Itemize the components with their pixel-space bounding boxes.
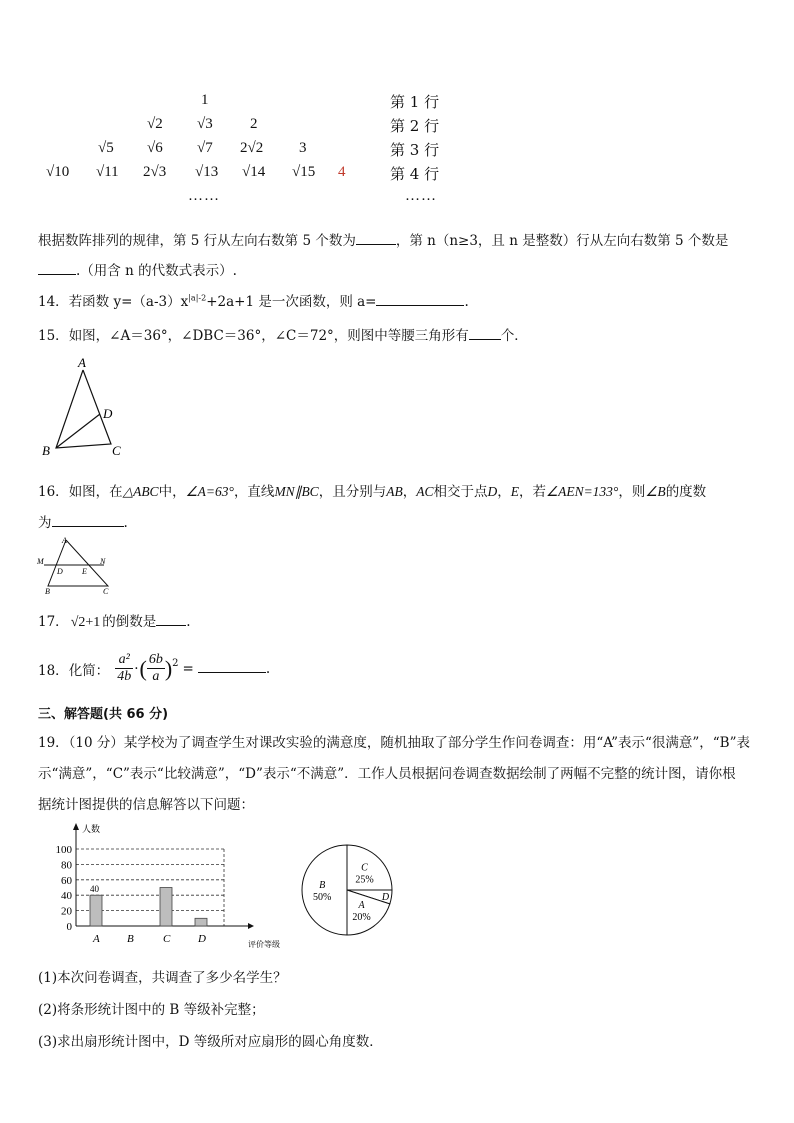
q18: [38, 652, 270, 685]
q16-math: AC: [416, 484, 434, 499]
bar-chart-ytick-label: 100: [55, 844, 72, 856]
q18-fraction-2: [147, 652, 165, 685]
bar-chart-xtick-label: A: [93, 933, 100, 945]
q19-line2: 示“满意”，“C”表示“比较满意”，“D”表示“不满意”．工作人员根据问卷调查数据绘制了两幅不完整的统计图，请你根: [38, 766, 736, 782]
matrix-cell: 3: [299, 140, 307, 156]
matrix-cell: √10: [46, 164, 70, 180]
matrix-cell: 2√2: [240, 140, 264, 156]
q18-frac1-num: a²: [115, 652, 133, 669]
q17: [38, 610, 191, 631]
q14-blank[interactable]: [376, 291, 464, 306]
q16-number: 16．: [38, 484, 69, 500]
q15-segment-bd: [56, 414, 100, 448]
q14-end: .: [464, 294, 469, 310]
pie-chart-label: C: [361, 862, 368, 874]
q16-blank[interactable]: [52, 512, 124, 527]
q19-sub3-text: (3)求出扇形统计图中，D 等级所对应扇形的圆心角度数．: [38, 1034, 383, 1050]
q19-sub3: [38, 1030, 383, 1050]
bar-chart-data-label: 40: [90, 884, 99, 895]
q16-figure: [36, 534, 116, 596]
q16-text: 的度数: [665, 484, 707, 500]
matrix-cell: √5: [98, 140, 114, 156]
q15: [38, 324, 528, 344]
q13-text-b: ，第 n（n≥3，且 n 是整数）行从左向右数第 5 个数是: [395, 233, 729, 249]
q15-text: 如图，∠A＝36°，∠DBC＝36°，∠C＝72°，则图中等腰三角形有: [68, 328, 469, 344]
q13-line1: [38, 229, 728, 249]
q19-sub1-text: (1)本次问卷调查，共调查了多少名学生？: [38, 970, 287, 986]
q17-expression: √2+1: [70, 615, 101, 630]
matrix-cell: √3: [197, 116, 213, 132]
q16-line1: [38, 480, 706, 500]
q13-blank-1[interactable]: [356, 230, 396, 245]
q15-label-d: D: [103, 406, 113, 421]
matrix-cell: 2√3: [143, 164, 167, 180]
q15-label-b: B: [42, 443, 50, 458]
q19-line1: 19．（10 分）某学校为了调查学生对课改实验的满意度，随机抽取了部分学生作问卷调查：用“A”表示“很满意”，“B”表: [38, 735, 750, 751]
q16-label-a: A: [62, 536, 67, 545]
q14: [38, 290, 469, 310]
q16-text: ，: [497, 484, 511, 500]
q19-line3: 据统计图提供的信息解答以下问题：: [38, 797, 254, 813]
bar-chart-ytick-label: 80: [61, 859, 72, 872]
q16-math: △ABC: [122, 484, 159, 499]
q13-text: 根据数阵排列的规律，第 5 行从左向右数第 5 个数为: [38, 233, 356, 249]
q16-math: ∠B: [645, 484, 666, 499]
q15-triangle-figure: [36, 352, 136, 462]
q19-sub1: [38, 966, 287, 986]
q14-text-a: 若函数 y=（a-3）x: [68, 294, 189, 310]
bar-chart-bar: [90, 895, 102, 926]
matrix-cell: √2: [147, 116, 163, 132]
bar-chart: [40, 818, 290, 953]
matrix-dots-left: ……: [188, 188, 220, 204]
pie-chart-percent: 25%: [355, 874, 374, 886]
row-label: 第 2 行: [390, 117, 440, 135]
q18-fraction-1: [115, 652, 133, 685]
q17-number: 17．: [38, 614, 69, 630]
q15-number: 15．: [38, 328, 69, 344]
q15-label-a: A: [78, 355, 86, 370]
q16-text: 中，: [158, 484, 186, 500]
q16-text: ，直线: [233, 484, 275, 500]
q18-end: .: [265, 660, 271, 677]
section-3-heading: 三、解答题(共 66 分): [38, 707, 169, 722]
q18-frac1-den: 4b: [117, 669, 132, 684]
bar-chart-ylabel: 人数: [82, 824, 101, 834]
q13-line2: [38, 259, 237, 279]
q14-exponent: |a|-2: [188, 293, 207, 303]
bar-chart-ytick-label: 20: [61, 905, 72, 918]
q14-text-b: +2a+1 是一次函数，则 a=: [206, 294, 377, 310]
row-label: 第 3 行: [390, 141, 440, 159]
q16-label-d: D: [57, 567, 63, 576]
q18-blank[interactable]: [198, 658, 266, 673]
q14-number: 14．: [38, 294, 69, 310]
q16-label-n: N: [100, 557, 106, 566]
matrix-dots-right: ……: [405, 188, 437, 204]
matrix-cell: √7: [197, 140, 213, 156]
bar-chart-ytick-label: 60: [61, 874, 72, 887]
q16-math: D: [487, 484, 498, 499]
q16-text: ，若: [518, 484, 546, 500]
pie-chart-label: A: [358, 900, 365, 911]
q16-math: ∠AEN=133°: [545, 484, 619, 499]
matrix-cell: √6: [147, 140, 163, 156]
q18-dot: ·: [134, 660, 139, 677]
q18-frac2-num: 6b: [148, 652, 163, 667]
pie-chart-slices: [302, 845, 392, 935]
matrix-cell: √11: [96, 164, 119, 180]
q18-number: 18．: [38, 662, 69, 679]
q18-frac2-den: a: [152, 669, 160, 684]
bar-chart-bar: [195, 918, 207, 926]
pie-chart: [300, 840, 400, 944]
q16-triangle: [48, 540, 108, 586]
bar-chart-bar: [160, 888, 172, 927]
row-label: 第 1 行: [390, 93, 440, 111]
matrix-cell: √15: [292, 164, 316, 180]
q18-text: 化简：: [68, 662, 110, 679]
pie-chart-percent: 50%: [313, 892, 332, 903]
q13-blank-2[interactable]: [38, 260, 76, 275]
bar-chart-xtick-label: C: [163, 933, 171, 945]
q19-sub2: [38, 998, 265, 1018]
pie-chart-percent: 20%: [352, 912, 371, 923]
bar-chart-ytick-label: 40: [61, 890, 72, 903]
q16-label-m: M: [37, 557, 44, 566]
bar-chart-bars: [90, 884, 207, 926]
matrix-cell: 1: [201, 92, 209, 108]
pie-chart-label: B: [319, 880, 326, 891]
q18-equals: =: [182, 660, 194, 677]
q16-text: 如图，在: [68, 484, 123, 500]
q16-math: MN∥BC: [274, 484, 319, 499]
q16-math: ∠A=63°: [185, 484, 234, 499]
bar-chart-xtick-label: D: [198, 933, 206, 945]
row-label: 第 4 行: [390, 165, 440, 183]
bar-chart-y-arrow: [73, 823, 79, 830]
q16-text: ，: [402, 484, 417, 500]
q16-text: ，且分别与: [318, 484, 387, 500]
q16-label-e: E: [82, 567, 87, 576]
bar-chart-x-arrow: [248, 923, 254, 929]
q17-end: .: [186, 614, 191, 630]
q17-text: 的倒数是: [102, 614, 157, 630]
matrix-cell: √14: [242, 164, 266, 180]
q15-end: 个．: [500, 328, 528, 344]
q15-blank[interactable]: [469, 325, 501, 340]
q16-text: 相交于点: [433, 484, 488, 500]
q16-math: E: [510, 484, 519, 499]
q16-text: ，则: [618, 484, 646, 500]
q16-label-b: B: [45, 587, 50, 596]
bar-chart-ytick-label: 0: [66, 921, 72, 933]
q16-math: AB: [386, 484, 403, 499]
q16-end: .: [123, 515, 128, 531]
pie-chart-label: D: [381, 892, 390, 904]
q16-line2: [38, 511, 128, 531]
bar-chart-xlabel: 评价等级: [248, 940, 280, 949]
q16-label-c: C: [103, 587, 109, 596]
q16-text-2: 为: [38, 515, 52, 531]
matrix-cell: 2: [250, 116, 258, 132]
q18-lparen: (: [139, 655, 147, 681]
q15-label-c: C: [112, 443, 121, 458]
q19-sub2-text: (2)将条形统计图中的 B 等级补完整；: [38, 1002, 265, 1018]
q18-rparen: ): [164, 655, 173, 681]
q13-text-2: .（用含 n 的代数式表示）.: [76, 263, 237, 279]
bar-chart-xtick-label: B: [127, 933, 134, 945]
q18-power: 2: [172, 658, 179, 669]
matrix-cell: 4: [338, 164, 346, 180]
matrix-cell: √13: [195, 164, 219, 180]
q17-blank[interactable]: [156, 611, 186, 626]
